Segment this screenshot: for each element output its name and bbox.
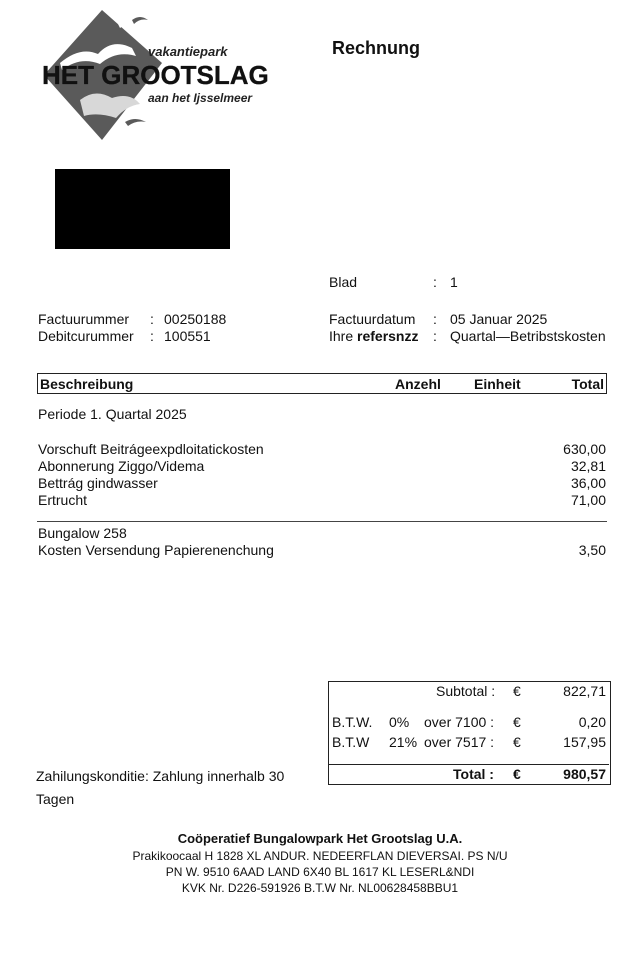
- btw1-rate: 0%: [389, 714, 410, 730]
- item-amount-2: 36,00: [570, 475, 606, 491]
- referentie-label-a: Ihre: [329, 328, 358, 344]
- redacted-address-block: [55, 169, 230, 249]
- totals-divider: [328, 764, 609, 765]
- header-einheit: Einheit: [474, 376, 521, 392]
- footer-registration: KVK Nr. D226-591926 B.T.W Nr. NL00628458BBU1: [181, 881, 459, 895]
- debiteur-label: Debitcurummer: [38, 328, 134, 344]
- payment-terms-line2: Tagen: [36, 791, 75, 807]
- item-desc-0: Vorschuft Beitrágeexpdloitatickosten: [38, 441, 264, 457]
- factuurnummer-value: 00250188: [164, 311, 227, 327]
- subtotal-label: Subtotal :: [436, 683, 496, 699]
- footer-line3: PN W. 9510 6AAD LAND 6X40 BL 1617 KL LESERL&NDI: [165, 865, 475, 879]
- btw2-label: B.T.W: [332, 734, 370, 750]
- factuurnummer-label: Factuurummer: [38, 311, 130, 327]
- btw2-currency: €: [513, 734, 521, 750]
- total-currency: €: [513, 766, 521, 782]
- referentie-value: Quartal—Betribstskosten: [450, 328, 606, 344]
- btw1-value: 0,20: [578, 714, 606, 730]
- footer-address: Prakikoocaal H 1828 XL ANDUR. NEDEERFLAN DIEVERSAI. PS N/U: [132, 849, 508, 863]
- logo-line3: aan het Ijsselmeer: [148, 91, 253, 105]
- company-logo: [40, 8, 280, 143]
- blad-label: Blad: [329, 274, 358, 290]
- header-total: Total: [571, 376, 604, 392]
- factuurnummer-sep: :: [150, 311, 154, 327]
- factuurdatum-sep: :: [433, 311, 437, 327]
- document-title: Rechnung: [332, 38, 420, 58]
- item-desc-2: Bettrág gindwasser: [38, 475, 158, 491]
- btw1-currency: €: [513, 714, 521, 730]
- btw2-rate: 21%: [389, 734, 418, 750]
- logo-wordmark: HET GROOTSLAG: [42, 60, 269, 90]
- item-amount-1: 32,81: [570, 458, 606, 474]
- btw1-label: B.T.W.: [332, 714, 373, 730]
- item-amount-0: 630,00: [563, 441, 606, 457]
- debiteur-sep: :: [150, 328, 154, 344]
- header-anzahl: Anzehl: [395, 376, 441, 392]
- item-desc-3: Ertrucht: [38, 492, 88, 508]
- shipping-amount: 3,50: [578, 542, 606, 558]
- table-header: [37, 373, 607, 394]
- debiteur-value: 100551: [164, 328, 211, 344]
- total-label: Total :: [453, 766, 494, 782]
- item-desc-1: Abonnerung Ziggo/Videma: [38, 458, 205, 474]
- btw2-over: over 7517 :: [424, 734, 495, 750]
- referentie-label: [329, 328, 418, 345]
- payment-terms-line1: Zahilungskonditie: Zahlung innerhalb 30: [36, 768, 285, 784]
- footer-company: Coöperatief Bungalowpark Het Grootslag U.A.: [177, 831, 463, 846]
- header-beschreibung: Beschreibung: [40, 376, 134, 392]
- total-value: 980,57: [563, 766, 606, 782]
- item-amount-3: 71,00: [570, 492, 606, 508]
- blad-value: 1: [450, 274, 458, 290]
- subtotal-value: 822,71: [563, 683, 606, 699]
- period-label: Periode 1. Quartal 2025: [38, 406, 187, 422]
- shipping-desc: Kosten Versendung Papierenenchung: [38, 542, 274, 558]
- btw2-value: 157,95: [563, 734, 606, 750]
- btw1-over: over 7100 :: [424, 714, 495, 730]
- logo-line1: vakantiepark: [148, 44, 228, 59]
- factuurdatum-label: Factuurdatum: [329, 311, 416, 327]
- blad-sep: :: [433, 274, 437, 290]
- referentie-label-b: refersnzz: [357, 328, 419, 344]
- section-divider: [37, 521, 607, 522]
- subtotal-currency: €: [513, 683, 521, 699]
- factuurdatum-value: 05 Januar 2025: [450, 311, 548, 327]
- referentie-sep: :: [433, 328, 437, 344]
- bungalow-label: Bungalow 258: [38, 525, 127, 541]
